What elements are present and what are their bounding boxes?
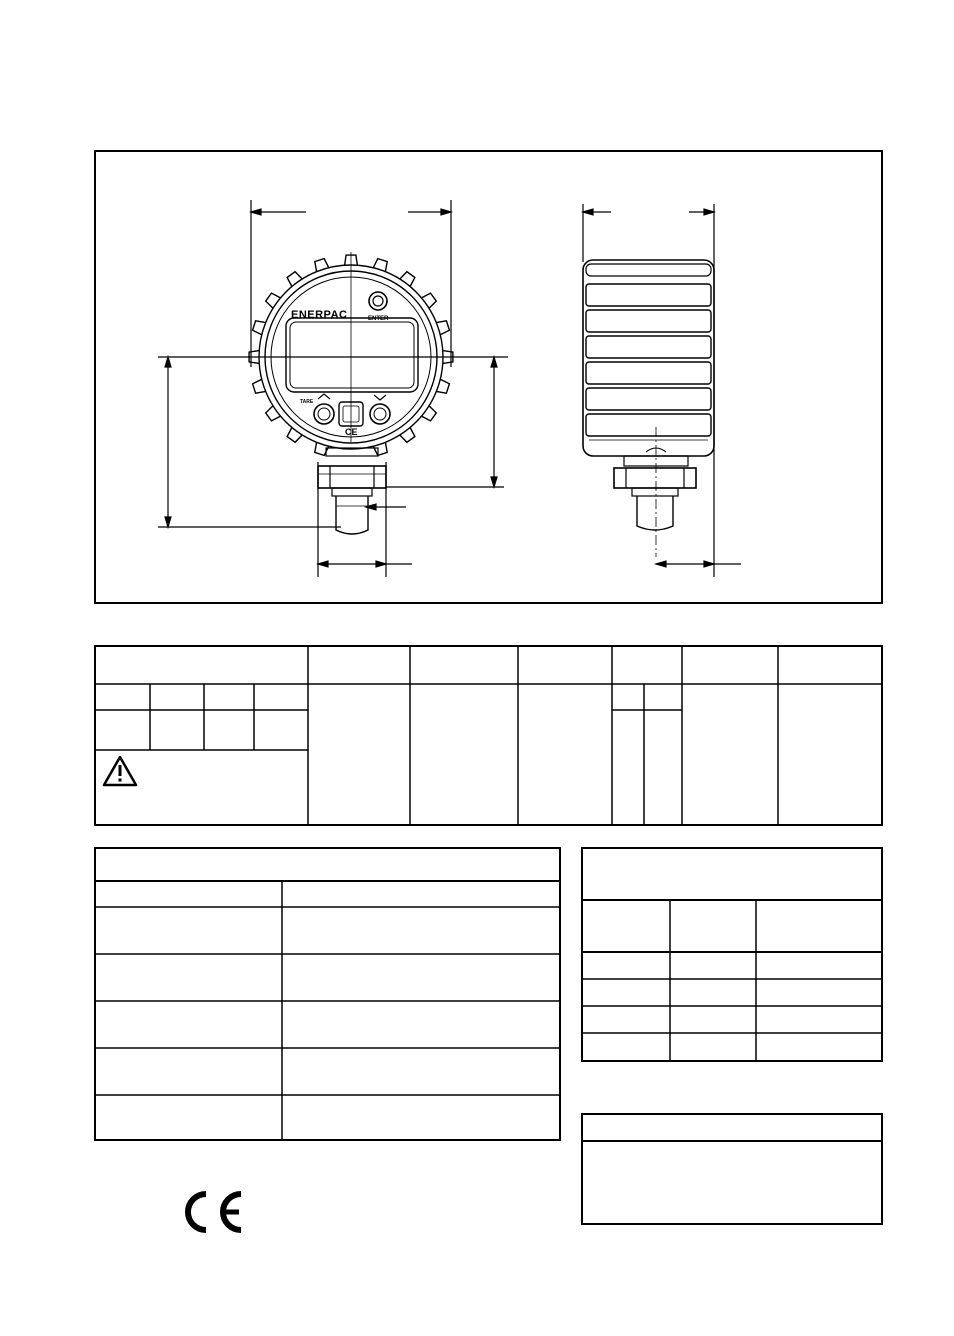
brand-label: ENERPAC	[291, 309, 348, 321]
spec-table	[94, 645, 883, 826]
warning-icon	[104, 757, 136, 785]
right-bottom-table	[581, 847, 883, 1062]
ce-mark	[180, 1188, 246, 1236]
tare-label: TARE	[300, 399, 314, 405]
left-bottom-table	[94, 847, 561, 1141]
drawing-frame	[94, 150, 883, 604]
note-box	[581, 1113, 883, 1225]
technical-drawing	[96, 152, 881, 602]
enter-label: ENTER	[368, 316, 389, 322]
gauge-ce-mark: CE	[345, 427, 358, 437]
ce-mark-text	[180, 1188, 181, 1189]
